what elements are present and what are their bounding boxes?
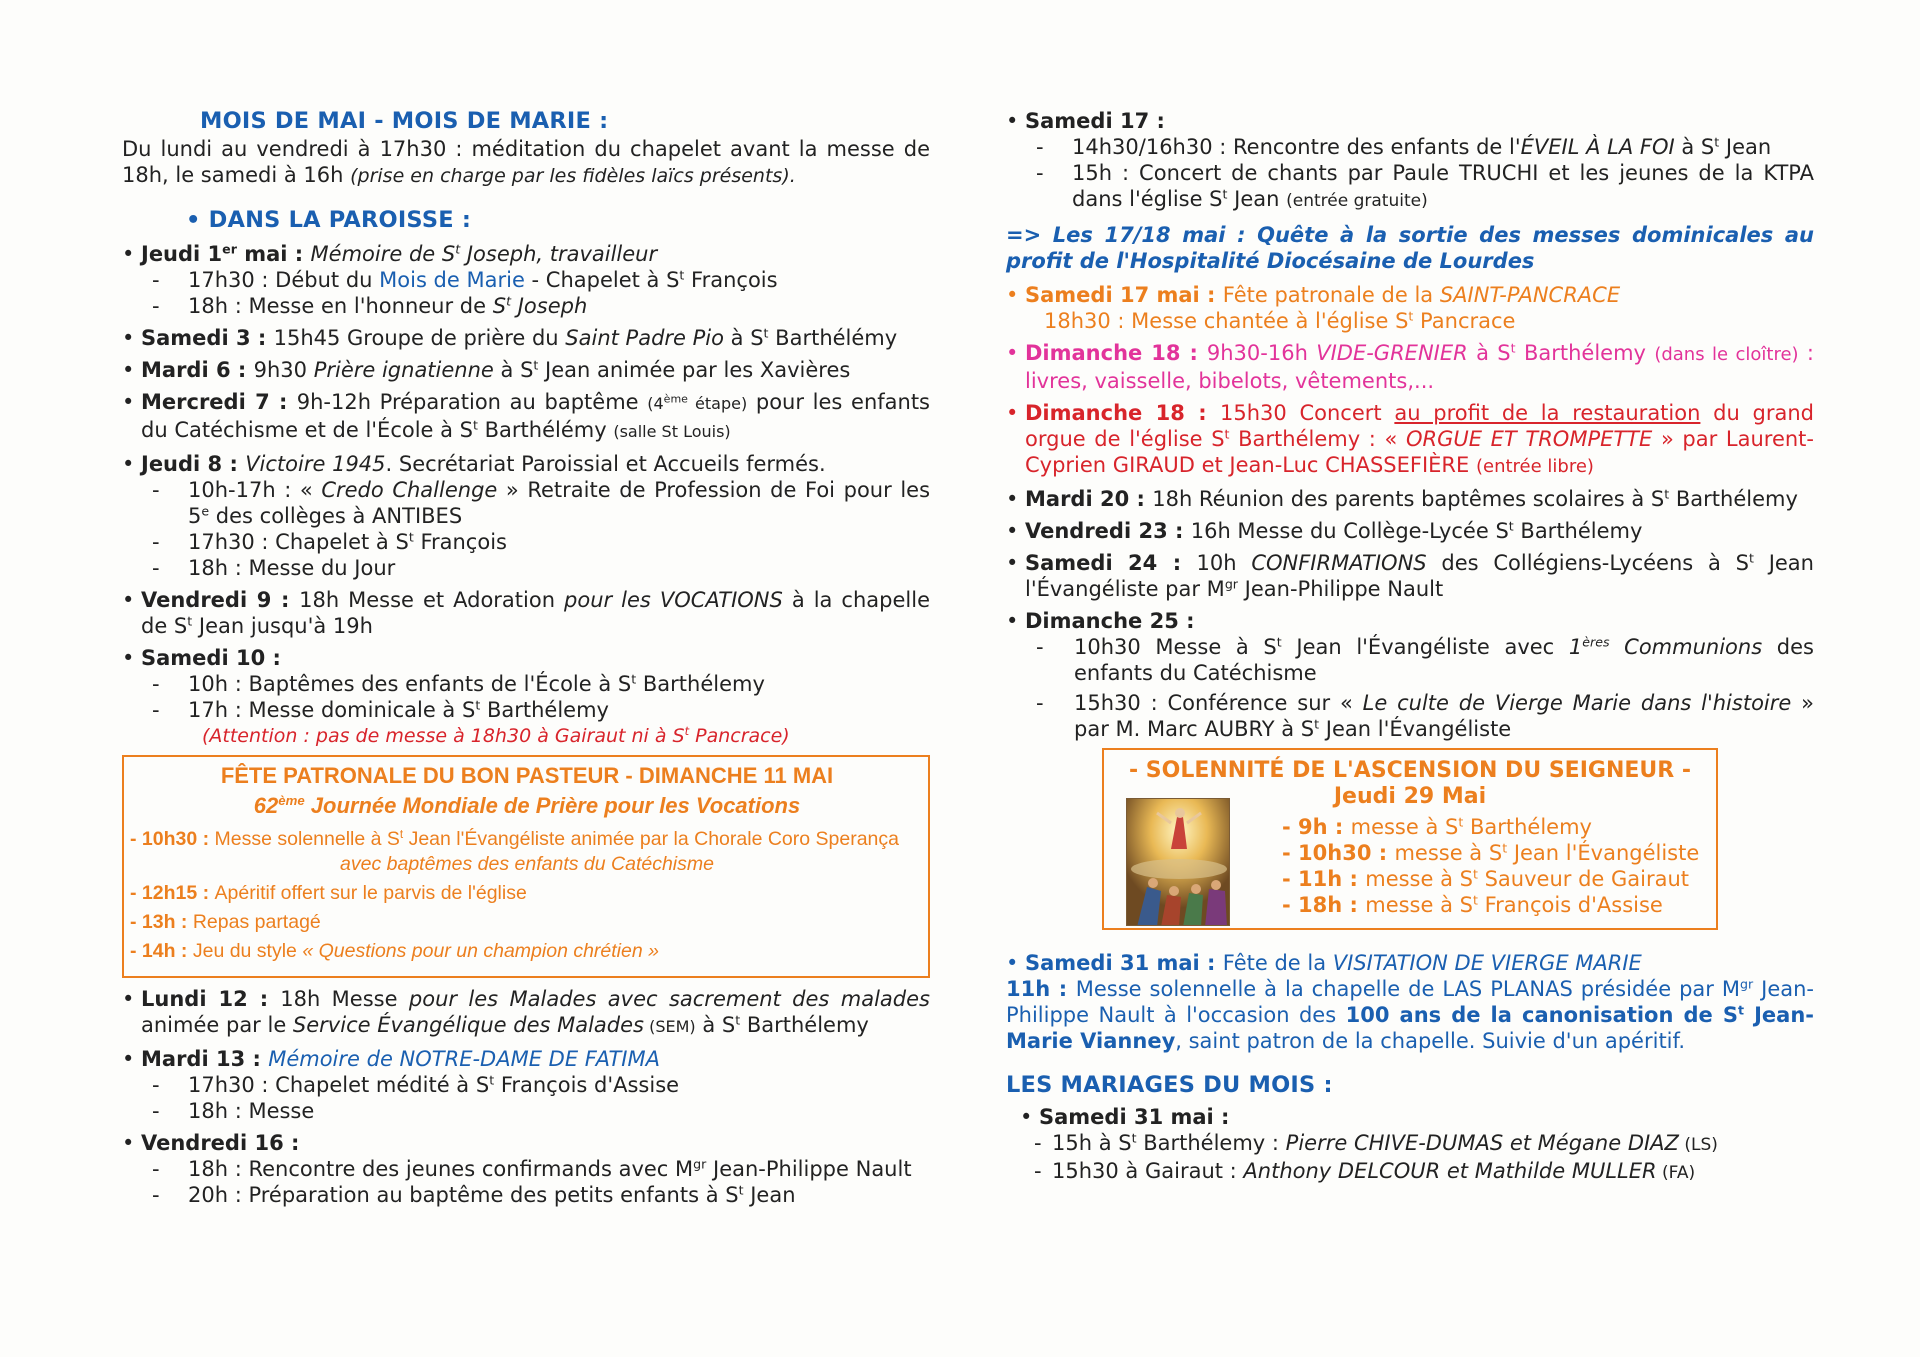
event-subitem: - 17h30 : Début du Mois de Marie - Chapelet à $S^t$ François [122,267,930,293]
ascension-line: - 11h : messe à $S^t$ Sauveur de Gairaut [1282,866,1690,891]
ascension-line: - 10h30 : messe à $S^t$ Jean l'Évangéliste [1282,840,1700,865]
event-concert-orgue: • Dimanche 18 : 15h30 Concert au profit de la restauration du grand orgue de l'église $S^t$ Barthélemy : « ORGUE ET TROMPETTE » par Laurent-Cyprien GIRAUD et Jean-Luc CHASSEFIÈRE (entrée libre) [1006,400,1814,480]
ascension-painting-image [1127,799,1230,926]
quete-note: => Les 17/18 mai : Quête à la sortie des messes dominicales au profit de l'Hospitalité Diocésaine de Lourdes [1006,223,1814,273]
event-subitem: - 17h30 : Chapelet médité à $S^t$ François d'Assise [122,1072,930,1098]
event-subitem: - 18h : Messe en l'honneur de $S^t$ Joseph [122,293,930,319]
box-line: - 10h30 : Messe solennelle à $S^t$ Jean l'Évangéliste animée par la Chorale Coro Sperança [130,827,899,850]
ascension-line: - 18h : messe à $S^t$ François d'Assise [1282,892,1663,917]
right-column [1006,108,1814,1186]
event-subitem: - 15h30 : Conférence sur « Le culte de Vierge Marie dans l'histoire » par M. Marc AUBRY à $S^t$ Jean l'Évangéliste [1006,690,1814,742]
event-subitem: - 10h : Baptêmes des enfants de l'École à $S^t$ Barthélemy [122,671,930,697]
left-column [122,108,930,1208]
ascension-date: Jeudi 29 Mai [1333,784,1487,809]
event-subitem: - 18h : Messe du Jour [122,555,930,581]
event-mardi-20: • Mardi 20 : 18h Réunion des parents baptêmes scolaires à $S^t$ Barthélemy [1006,486,1814,512]
mariages-list [1006,1104,1814,1186]
warning-note: (Attention : pas de messe à 18h30 à Gairaut ni à $S^t$ Pancrace) [202,724,790,747]
event-samedi-10: • Samedi 10 : [122,645,930,671]
event-mardi-6: • Mardi 6 : 9h30 Prière ignatienne à $S^t$ Jean animée par les Xavières [122,357,930,383]
event-mardi-13: • Mardi 13 : Mémoire de NOTRE-DAME DE FATIMA [122,1046,930,1072]
event-subitem: - 14h30/16h30 : Rencontre des enfants de l'ÉVEIL À LA FOI à $S^t$ Jean [1006,134,1814,160]
ascension-title: - SOLENNITÉ DE L'ASCENSION DU SEIGNEUR - [1129,758,1691,783]
event-subitem: - 17h30 : Chapelet à $S^t$ François [122,529,930,555]
event-jeudi-1: • Jeudi 1er mai : Mémoire de $S^t$ Joseph, travailleur [122,241,930,267]
mariage-item: - 15h30 à Gairaut : Anthony DELCOUR et Mathilde MULLER (FA) [1006,1158,1814,1186]
ascension-painting [1126,798,1230,926]
mariage-item: - 15h à $S^t$ Barthélemy : Pierre CHIVE-DUMAS et Mégane DIAZ (LS) [1006,1130,1814,1158]
event-subitem: - 18h : Rencontre des jeunes confirmands avec $M^{gr}$ Jean-Philippe Nault [122,1156,930,1182]
event-saint-pancrace: • Samedi 17 mai : Fête patronale de la SAINT-PANCRACE [1006,282,1814,308]
ascension-line: - 9h : messe à $S^t$ Barthélemy [1282,814,1592,839]
box-line: - 14h : Jeu du style « Questions pour un champion chrétien » [130,940,659,962]
event-jeudi-8: • Jeudi 8 : Victoire 1945. Secrétariat Paroissial et Accueils fermés. [122,451,930,477]
mariages-title: LES MARIAGES DU MOIS : [1006,1072,1333,1098]
event-vendredi-16: • Vendredi 16 : [122,1130,930,1156]
event-vendredi-23: • Vendredi 23 : 16h Messe du Collège-Lycée $S^t$ Barthélemy [1006,518,1814,544]
event-vide-grenier: • Dimanche 18 : 9h30-16h VIDE-GRENIER à $S^t$ Barthélemy (dans le cloître) : livres, vaisselle, bibelots, vêtements,... [1006,340,1814,394]
event-samedi-31: • Samedi 31 mai : Fête de la VISITATION DE VIERGE MARIE [1006,950,1814,976]
event-subitem: - 17h : Messe dominicale à $S^t$ Barthélemy [122,697,930,723]
bon-pasteur-box [122,755,930,978]
event-subitem: - 15h : Concert de chants par Paule TRUCHI et les jeunes de la KTPA dans l'église $S^t$ Jean (entrée gratuite) [1006,160,1814,214]
event-samedi-31-detail: 11h : Messe solennelle à la chapelle de LAS PLANAS présidée par $M^{gr}$ Jean-Philippe Nault à l'occasion des 100 ans de la canonisation de $S^t$ Jean-Marie Vianney, saint patron de la chapelle. Suivie d'un apéritif. [1006,976,1814,1053]
event-subitem: - 18h : Messe [122,1098,930,1124]
event-subitem: - 20h : Préparation au baptême des petits enfants à $S^t$ Jean [122,1182,930,1208]
mariages-date: • Samedi 31 mai : [1020,1104,1814,1130]
box-subtitle: 62ème Journée Mondiale de Prière pour les Vocations [253,793,801,818]
event-samedi-17: • Samedi 17 : [1006,108,1814,134]
event-lundi-12: • Lundi 12 : 18h Messe pour les Malades avec sacrement des malades animée par le Service Évangélique des Malades (SEM) à $S^t$ Barthélemy [122,986,930,1040]
event-mercredi-7: • Mercredi 7 : 9h-12h Préparation au baptême (4ème étape) pour les enfants du Catéchisme et de l'École à $S^t$ Barthélémy (salle St Louis) [122,389,930,445]
event-dimanche-25: • Dimanche 25 : [1006,608,1814,634]
mai-text: Du lundi au vendredi à 17h30 : méditation du chapelet avant la messe de 18h, le samedi à 16h (prise en charge par les fidèles laïcs présents). [122,137,930,187]
event-samedi-24: • Samedi 24 : 10h CONFIRMATIONS des Collégiens-Lycéens à $S^t$ Jean l'Évangéliste par $M^{gr}$ Jean-Philippe Nault [1006,550,1814,602]
paroisse-title: • DANS LA PAROISSE : [186,207,472,233]
event-subitem: - 10h-17h : « Credo Challenge » Retraite de Profession de Foi pour les 5e des collèges à ANTIBES [122,477,930,529]
event-subitem: 18h30 : Messe chantée à l'église $S^t$ Pancrace [1044,308,1516,333]
box-title: FÊTE PATRONALE DU BON PASTEUR - DIMANCHE 11 MAI [220,763,834,788]
box-line: - 13h : Repas partagé [130,911,321,933]
event-vendredi-9: • Vendredi 9 : 18h Messe et Adoration pour les VOCATIONS à la chapelle de $S^t$ Jean jusqu'à 19h [122,587,930,639]
event-subitem: - 10h30 Messe à $S^t$ Jean l'Évangéliste avec 1ères Communions des enfants du Catéchisme [1006,634,1814,686]
box-line: - 12h15 : Apéritif offert sur le parvis de l'église [130,882,527,904]
mai-title: MOIS DE MAI - MOIS DE MARIE : [200,108,609,134]
ascension-box [1102,748,1718,930]
box-line: avec baptêmes des enfants du Catéchisme [340,853,714,875]
event-samedi-3: • Samedi 3 : 15h45 Groupe de prière du Saint Padre Pio à $S^t$ Barthélémy [122,325,930,351]
